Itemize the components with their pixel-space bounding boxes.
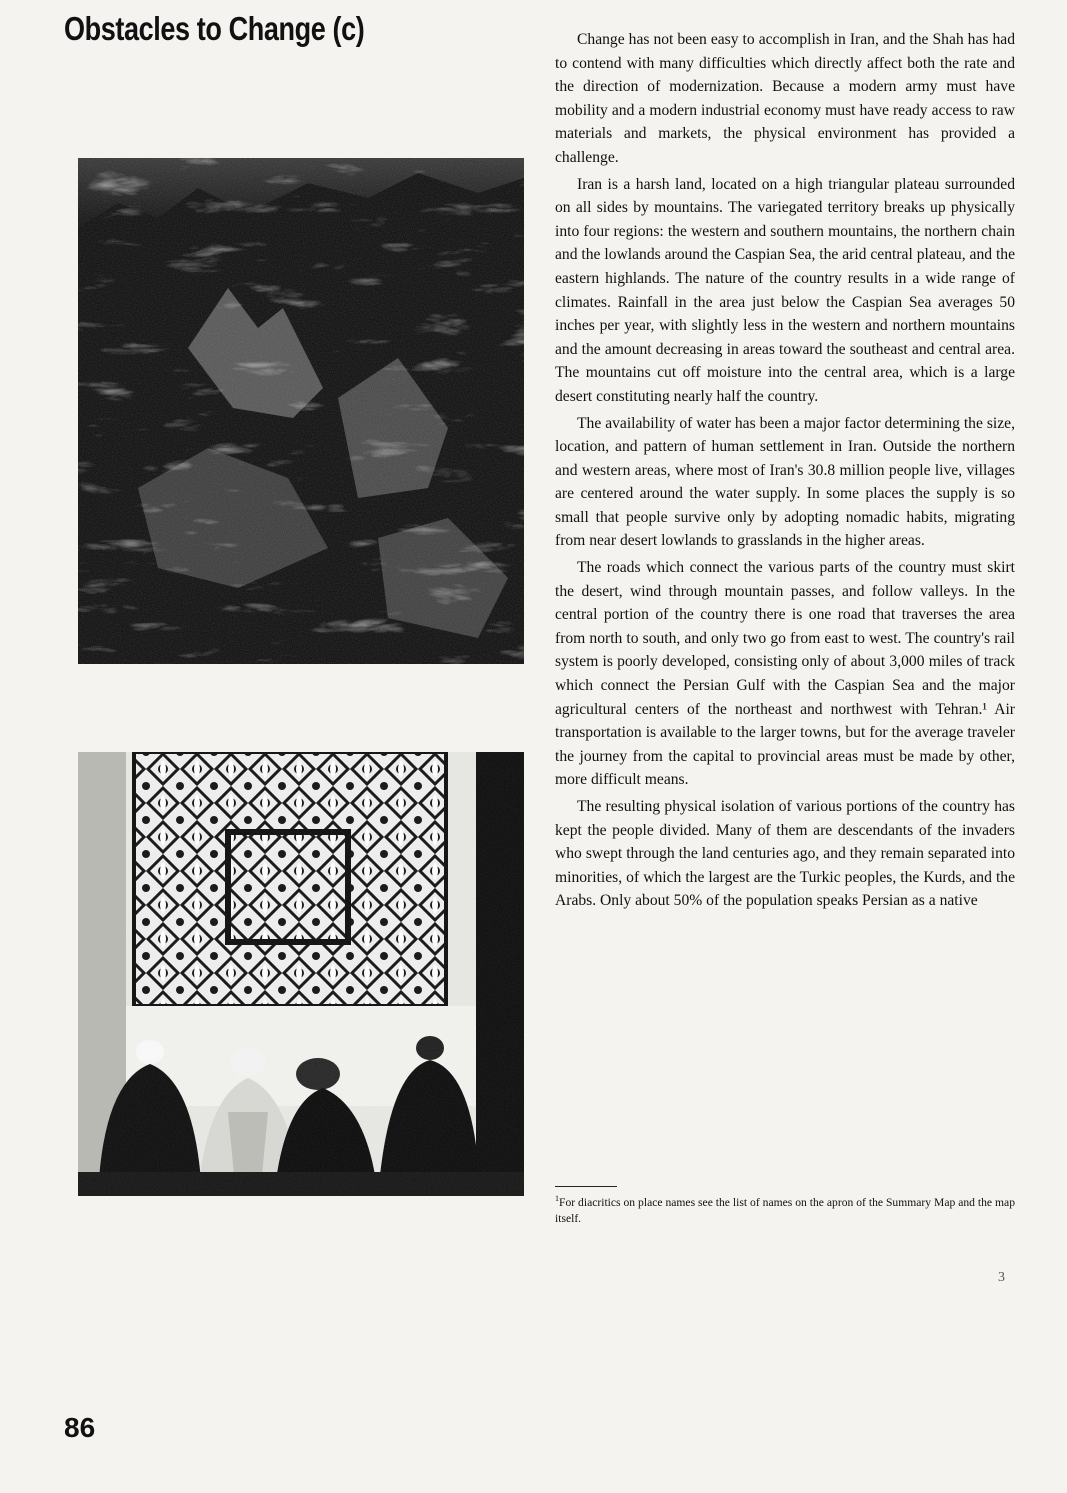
body-paragraph: The availability of water has been a major factor determining the size, location, and pattern of human settlement in Iran. Outside the northern and western areas, where most of Iran's 30.8 million people live, villages are centered around the water supply. In some places the supply is so small that people survive only by adopting nomadic habits, migrating from near desert lowlands to grasslands in the higher areas. bbox=[555, 414, 1015, 550]
footnote-divider bbox=[555, 1186, 617, 1187]
body-paragraph: The resulting physical isolation of various portions of the country has kept the people divided. Many of them are descendants of the invaders who swept through the land centuries ago, and they remain separated into minorities, of which the largest are the Turkic peoples, the Kurds, and the Arabs. Only about 50% of the population speaks Persian as a native bbox=[555, 798, 1015, 910]
footnote bbox=[555, 1191, 1015, 1227]
tiled-wall-image bbox=[78, 752, 524, 1196]
page-title: Obstacles to Change (c) bbox=[64, 10, 365, 47]
footnote-text: For diacritics on place names see the list of names on the apron of the Summary Map and the map itself. bbox=[555, 1195, 1015, 1225]
body-paragraph: The roads which connect the various parts of the country must skirt the desert, wind through mountain passes, and follow valleys. In the central portion of the country there is one road that traverses the area from north to south, and only two go from east to west. The country's rail system is poorly developed, consisting only of about 3,000 miles of track which connect the Persian Gulf with the Caspian Sea and the major agricultural centers of the northeast and northwest with Tehran.¹ Air transportation is available to the larger towns, but for the average traveler the journey from the capital to provincial areas must be made by other, more difficult means. bbox=[555, 559, 1015, 789]
corner-mark: 3 bbox=[998, 1270, 1005, 1285]
body-paragraph: Iran is a harsh land, located on a high triangular plateau surrounded on all sides by mountains. The variegated territory breaks up physically into four regions: the western and southern mountains, the northern chain and the lowlands around the Caspian Sea, the arid central plateau, and the eastern highlands. The nature of the country results in a wide range of climates. Rainfall in the area just below the Caspian Sea averages 50 inches per year, with slightly less in the western and northern mountains and the amount decreasing in areas toward the southeast and central area. The mountains cut off moisture into the central area, which is a large desert constituting nearly half the country. bbox=[555, 175, 1015, 405]
footnote-marker: 1 bbox=[555, 1194, 559, 1203]
mountain-landscape-photo bbox=[78, 158, 524, 664]
mountain-landscape-image bbox=[78, 158, 524, 664]
body-paragraph: Change has not been easy to accomplish in Iran, and the Shah has had to contend with many difficulties which directly affect both the rate and the direction of modernization. Because a modern army must have mobility and a modern industrial economy must have ready access to raw materials and markets, the physical environment has provided a challenge. bbox=[555, 31, 1015, 166]
page-number: 86 bbox=[64, 1412, 96, 1443]
tiled-wall-with-seated-figures-photo bbox=[78, 752, 524, 1196]
article-body bbox=[555, 28, 1015, 916]
